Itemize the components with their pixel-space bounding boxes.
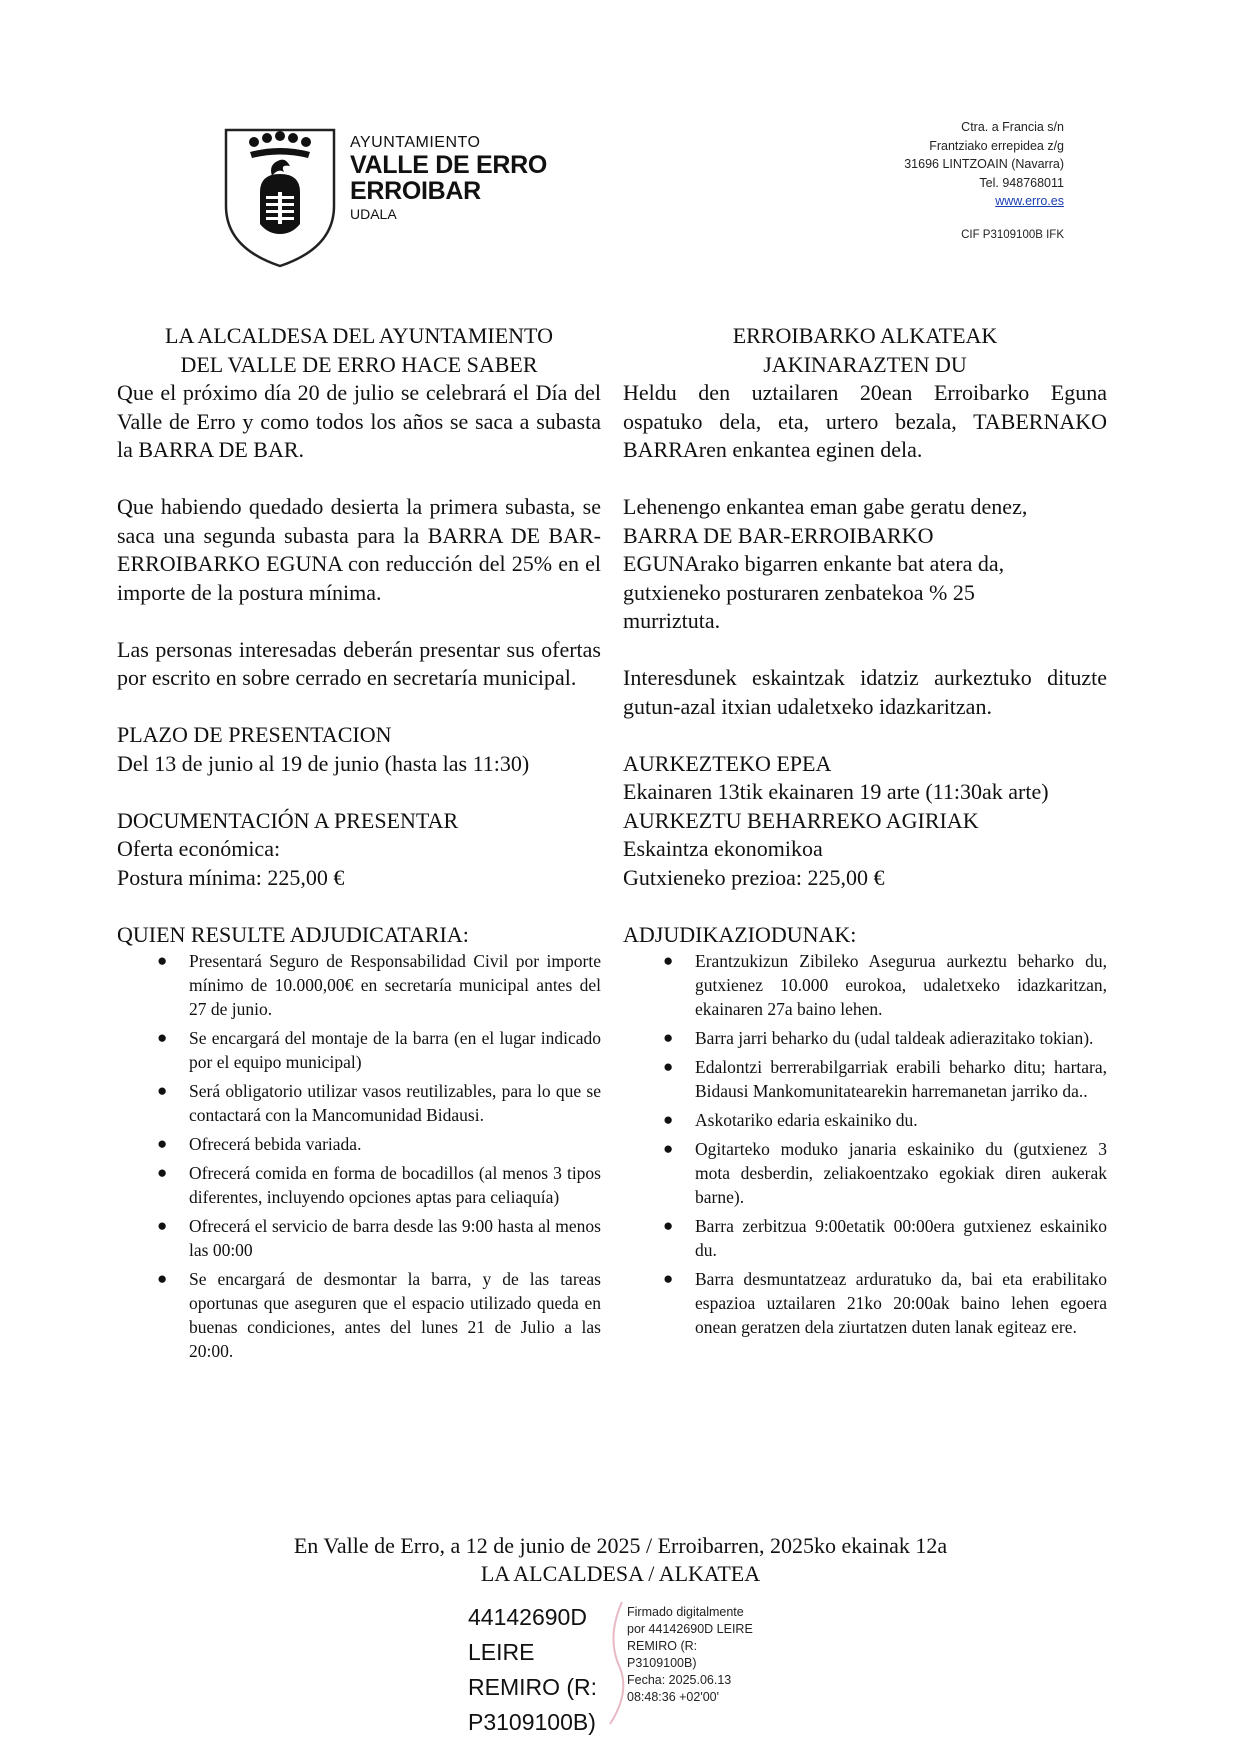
- list-item-text: Ogitarteko moduko janaria eskainiko du (gutxienez 3 mota desberdin, zeliakoentzako egokiak diren aukerak barne).: [695, 1139, 1107, 1207]
- right-adjudicataria-title: ADJUDIKAZIODUNAK:: [623, 921, 857, 947]
- website-link[interactable]: www.erro.es: [995, 194, 1064, 208]
- bullet-icon: ●: [663, 1110, 674, 1129]
- bullet-icon: ●: [157, 1028, 168, 1047]
- phone-line: Tel. 948768011: [979, 175, 1064, 190]
- bullet-icon: ●: [157, 1216, 168, 1235]
- list-item: [623, 1026, 1107, 1050]
- address-line: 31696 LINTZOAIN (Navarra): [904, 157, 1064, 171]
- right-paragraph-2-line: gutxieneko posturaren zenbatekoa % 25: [623, 579, 975, 605]
- list-item: [623, 1214, 1107, 1262]
- list-item: [623, 1267, 1107, 1339]
- list-item-text: Askotariko edaria eskainiko du.: [695, 1110, 918, 1130]
- right-paragraph-2-line: EGUNArako bigarren enkante bat atera da,: [623, 551, 1005, 576]
- spanish-column: [117, 322, 601, 1368]
- list-item-text: Barra desmuntatzeaz arduratuko da, bai eta erabilitako espazioa uztailaren 21ko 20:00ak baino lehen egoera onean geratzen dela ziurtatzen duten lanak egiteaz ere.: [695, 1269, 1107, 1337]
- left-adjudicataria-title: QUIEN RESULTE ADJUDICATARIA:: [117, 921, 469, 947]
- right-paragraph-2-line: Lehenengo enkantea eman gabe geratu denez,: [623, 494, 1028, 519]
- list-item: [623, 1108, 1107, 1132]
- right-plazo-title: AURKEZTEKO EPEA: [623, 750, 832, 776]
- right-paragraph-3: Interesdunek eskaintzak idatziz aurkeztuko dituzte gutun-azal itxian udaletxeko idazkaritzan.: [623, 665, 1107, 719]
- right-doc-title: AURKEZTU BEHARREKO AGIRIAK: [623, 807, 979, 833]
- list-item: [117, 1267, 601, 1363]
- signature-meta-line: 08:48:36 +02'00': [627, 1690, 720, 1704]
- logo-line-erroibar: ERROIBAR: [350, 177, 481, 205]
- logo-line-ayuntamiento: AYUNTAMIENTO: [350, 134, 481, 151]
- right-heading-line2: JAKINARAZTEN DU: [763, 351, 967, 377]
- right-paragraph-1: Heldu den uztailaren 20ean Erroibarko Eguna ospatuko dela, eta, urtero bezala, TABERNAKO BARRAren enkantea eginen dela.: [623, 380, 1107, 462]
- right-bullet-list: [623, 949, 1107, 1339]
- left-doc-line1: Oferta económica:: [117, 836, 281, 861]
- left-heading-line1: LA ALCALDESA DEL AYUNTAMIENTO: [165, 323, 553, 348]
- list-item: [117, 1214, 601, 1262]
- signature-name-line: LEIRE: [468, 1639, 535, 1665]
- list-item: [117, 1161, 601, 1209]
- list-item-text: Se encargará del montaje de la barra (en el lugar indicado por el equipo municipal): [189, 1028, 601, 1072]
- municipal-shield-logo-icon: [222, 120, 338, 270]
- signature-meta-line: por 44142690D LEIRE: [627, 1622, 753, 1636]
- logo-line-udala: UDALA: [350, 206, 397, 222]
- place-date-line: En Valle de Erro, a 12 de junio de 2025 / Erroibarren, 2025ko ekainak 12a: [293, 1533, 948, 1558]
- bullet-icon: ●: [663, 1028, 674, 1047]
- list-item-text: Ofrecerá bebida variada.: [189, 1134, 362, 1154]
- basque-column: [623, 322, 1107, 1344]
- bullet-icon: ●: [157, 1163, 168, 1182]
- list-item: [117, 1026, 601, 1074]
- list-item: [117, 949, 601, 1021]
- signature-meta-line: REMIRO (R:: [627, 1639, 698, 1653]
- signature-meta-line: P3109100B): [627, 1656, 697, 1670]
- signature-name-line: REMIRO (R:: [468, 1674, 598, 1700]
- list-item-text: Barra zerbitzua 9:00etatik 00:00era gutxienez eskainiko du.: [695, 1216, 1107, 1260]
- bullet-icon: ●: [663, 951, 674, 970]
- left-paragraph-1: Que el próximo día 20 de julio se celebrará el Día del Valle de Erro y como todos los años se saca a subasta la BARRA DE BAR.: [117, 380, 601, 462]
- signature-name-line: 44142690D: [468, 1604, 587, 1630]
- list-item: [117, 1132, 601, 1156]
- logo-line-valle-de-erro: VALLE DE ERRO: [350, 151, 548, 179]
- right-doc-line2: Gutxieneko prezioa: 225,00 €: [623, 864, 885, 890]
- left-paragraph-2: Que habiendo quedado desierta la primera subasta, se saca una segunda subasta para la BARRA DE BAR-ERROIBARKO EGUNA con reducción del 25% en el importe de la postura mínima.: [117, 494, 601, 605]
- signature-meta-line: Firmado digitalmente: [627, 1605, 744, 1619]
- right-paragraph-2-line: murriztuta.: [623, 608, 721, 633]
- bullet-icon: ●: [157, 1081, 168, 1100]
- list-item: [623, 1137, 1107, 1209]
- right-paragraph-2-line: BARRA DE BAR-ERROIBARKO: [623, 522, 934, 548]
- cif-line: CIF P3109100B IFK: [961, 228, 1064, 241]
- bullet-icon: ●: [157, 1269, 168, 1288]
- left-doc-title: DOCUMENTACIÓN A PRESENTAR: [117, 807, 459, 833]
- bullet-icon: ●: [663, 1269, 674, 1288]
- signer-title: LA ALCALDESA / ALKATEA: [480, 1561, 761, 1586]
- left-doc-line2: Postura mínima: 225,00 €: [117, 864, 345, 890]
- list-item-text: Ofrecerá el servicio de barra desde las 9:00 hasta al menos las 00:00: [189, 1216, 601, 1260]
- left-plazo-title: PLAZO DE PRESENTACION: [117, 722, 392, 747]
- left-bullet-list: [117, 949, 601, 1363]
- digital-signature-details: [627, 1604, 753, 1706]
- right-paragraph-2: [623, 493, 1107, 636]
- bullet-icon: ●: [663, 1057, 674, 1076]
- right-doc-line1: Eskaintza ekonomikoa: [623, 836, 823, 861]
- address-line: Frantziako errepidea z/g: [929, 138, 1064, 153]
- bullet-icon: ●: [663, 1216, 674, 1235]
- list-item-text: Se encargará de desmontar la barra, y de las tareas oportunas que aseguren que el espacio utilizado queda en buenas condiciones, antes del lunes 21 de Julio a las 20:00.: [189, 1269, 601, 1361]
- address-line: Ctra. a Francia s/n: [961, 120, 1064, 134]
- bullet-icon: ●: [157, 1134, 168, 1153]
- list-item-text: Erantzukizun Zibileko Asegurua aurkeztu beharko du, gutxienez 10.000 eurokoa, udaletxeko idazkaritzan, ekainaren 27a baino lehen.: [695, 951, 1107, 1019]
- list-item-text: Presentará Seguro de Responsabilidad Civil por importe mínimo de 10.000,00€ en secretaría municipal antes del 27 de junio.: [189, 951, 601, 1019]
- right-heading-line1: ERROIBARKO ALKATEAK: [732, 323, 998, 348]
- signature-meta-line: Fecha: 2025.06.13: [627, 1673, 732, 1687]
- contact-address-block: [804, 118, 1064, 244]
- bullet-icon: ●: [663, 1139, 674, 1158]
- digital-signature-name: [468, 1600, 597, 1740]
- bullet-icon: ●: [157, 951, 168, 970]
- list-item: [623, 949, 1107, 1021]
- list-item-text: Edalontzi berrerabilgarriak erabili beharko ditu; hartara, Bidausi Mankomunitatearekin harremanetan jarriko da..: [695, 1057, 1107, 1101]
- left-heading-line2: DEL VALLE DE ERRO HACE SABER: [180, 351, 538, 377]
- left-paragraph-3: Las personas interesadas deberán presentar sus ofertas por escrito en sobre cerrado en secretaría municipal.: [117, 636, 601, 690]
- list-item: [623, 1055, 1107, 1103]
- signature-name-line: P3109100B): [468, 1709, 596, 1735]
- list-item: [117, 1079, 601, 1127]
- list-item-text: Ofrecerá comida en forma de bocadillos (al menos 3 tipos diferentes, incluyendo opciones aptas para celiaquía): [189, 1163, 601, 1207]
- left-plazo-text: Del 13 de junio al 19 de junio (hasta las 11:30): [117, 750, 530, 776]
- right-plazo-text: Ekainaren 13tik ekainaren 19 arte (11:30ak arte): [623, 779, 1049, 804]
- list-item-text: Barra jarri beharko du (udal taldeak adierazitako tokian).: [695, 1028, 1094, 1048]
- logo-wordmark: [350, 134, 547, 222]
- list-item-text: Será obligatorio utilizar vasos reutilizables, para lo que se contactará con la Mancomunidad Bidausi.: [189, 1081, 601, 1125]
